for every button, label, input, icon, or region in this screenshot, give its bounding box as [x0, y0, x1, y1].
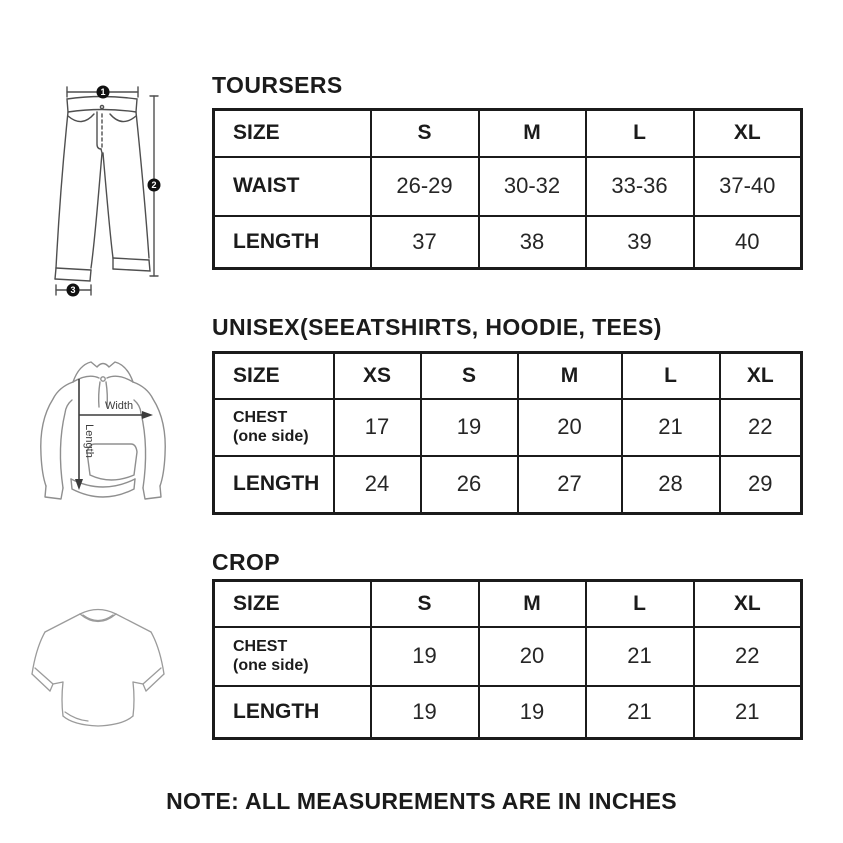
table-cell: 21 — [622, 399, 720, 456]
svg-text:Length: Length — [83, 424, 95, 458]
table-cell: 28 — [622, 456, 720, 514]
table-cell: 21 — [586, 686, 694, 739]
table-cell: 21 — [586, 627, 694, 686]
hoodie-illustration — [35, 355, 185, 515]
row-label: LENGTH — [214, 456, 334, 514]
table-row — [214, 216, 802, 269]
table-cell: 27 — [518, 456, 622, 514]
header-cell: S — [371, 110, 479, 157]
row-label-line1: CHEST — [233, 408, 288, 426]
svg-text:3: 3 — [70, 285, 76, 295]
measurement-marker-1 — [97, 86, 110, 99]
table-cell: 19 — [371, 686, 479, 739]
row-label: WAIST — [214, 157, 371, 216]
row-label-line2: (one side) — [233, 657, 309, 674]
row-label-line2: (one side) — [233, 428, 309, 445]
header-cell: SIZE — [214, 353, 334, 399]
header-cell: XL — [694, 581, 802, 627]
table-cell: 39 — [586, 216, 694, 269]
crop-size-table — [212, 579, 803, 740]
table-cell: 22 — [694, 627, 802, 686]
table-header-row — [214, 581, 802, 627]
header-cell: S — [421, 353, 518, 399]
table-cell: 19 — [479, 686, 586, 739]
table-row — [214, 686, 802, 739]
table-cell: 40 — [694, 216, 802, 269]
table-cell: 33-36 — [586, 157, 694, 216]
section-title-unisex: UNISEX(SEEATSHIRTS, HOODIE, TEES) — [212, 314, 662, 340]
length-arrow — [75, 379, 95, 490]
table-cell: 38 — [479, 216, 586, 269]
header-cell: XL — [720, 353, 802, 399]
trousers-illustration — [50, 80, 165, 298]
table-row — [214, 399, 802, 456]
header-cell: L — [586, 110, 694, 157]
table-header-row — [214, 110, 802, 157]
header-cell: SIZE — [214, 581, 371, 627]
measurement-marker-2 — [148, 179, 161, 192]
table-cell: 26-29 — [371, 157, 479, 216]
table-row — [214, 456, 802, 514]
measurement-marker-3 — [67, 284, 80, 297]
table-cell: 19 — [421, 399, 518, 456]
svg-text:1: 1 — [100, 87, 106, 97]
table-cell: 17 — [334, 399, 421, 456]
trousers-size-table — [212, 108, 803, 270]
section-title-trousers: TOURSERS — [212, 72, 343, 98]
header-cell: S — [371, 581, 479, 627]
table-cell: 22 — [720, 399, 802, 456]
row-label — [214, 399, 334, 456]
crop-top-illustration — [28, 602, 168, 734]
table-row — [214, 627, 802, 686]
table-header-row — [214, 353, 802, 399]
table-cell: 19 — [371, 627, 479, 686]
table-cell: 29 — [720, 456, 802, 514]
table-cell: 20 — [479, 627, 586, 686]
table-cell: 20 — [518, 399, 622, 456]
header-cell: M — [518, 353, 622, 399]
row-label: LENGTH — [214, 686, 371, 739]
unisex-size-table — [212, 351, 803, 515]
section-title-crop: CROP — [212, 549, 281, 575]
table-cell: 37 — [371, 216, 479, 269]
header-cell: SIZE — [214, 110, 371, 157]
header-cell: L — [622, 353, 720, 399]
header-cell: M — [479, 110, 586, 157]
table-cell: 37-40 — [694, 157, 802, 216]
row-label-line1: CHEST — [233, 637, 288, 655]
svg-text:2: 2 — [151, 180, 157, 190]
row-label: LENGTH — [214, 216, 371, 269]
header-cell: L — [586, 581, 694, 627]
header-cell: XL — [694, 110, 802, 157]
table-row — [214, 157, 802, 216]
table-cell: 21 — [694, 686, 802, 739]
table-cell: 30-32 — [479, 157, 586, 216]
svg-text:Width: Width — [104, 400, 134, 412]
row-label — [214, 627, 371, 686]
header-cell: XS — [334, 353, 421, 399]
table-cell: 24 — [334, 456, 421, 514]
header-cell: M — [479, 581, 586, 627]
measurements-note: NOTE: ALL MEASUREMENTS ARE IN INCHES — [166, 788, 677, 814]
table-cell: 26 — [421, 456, 518, 514]
